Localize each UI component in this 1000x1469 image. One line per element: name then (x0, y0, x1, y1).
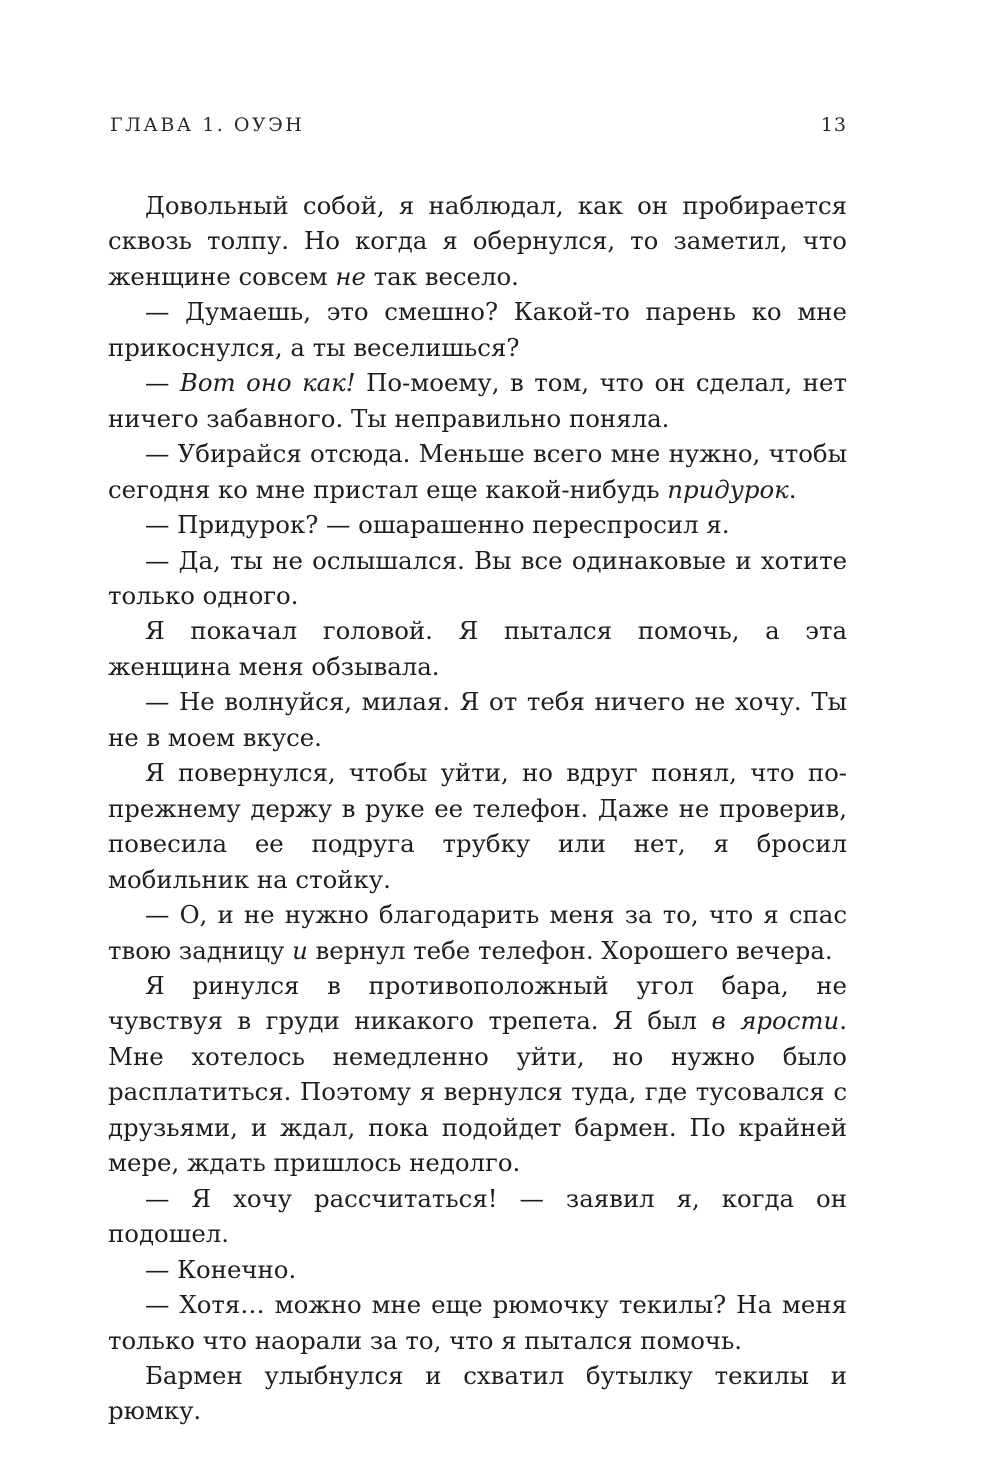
paragraph (108, 684, 847, 755)
paragraph (108, 968, 847, 1181)
emphasis-text: и (292, 935, 308, 965)
paragraph (108, 188, 847, 294)
paragraph (108, 897, 847, 968)
text-run: — (145, 368, 180, 398)
paragraph (108, 1181, 847, 1252)
paragraph (108, 365, 847, 436)
paragraph (108, 1252, 847, 1287)
chapter-title: ГЛАВА 1. ОУЭН (110, 114, 305, 136)
text-run: — Убирайся отсюда. Меньше всего мне нужно, чтобы сегодня ко мне пристал еще какой-нибудь (108, 439, 847, 504)
text-run: — Конечно. (145, 1254, 297, 1284)
text-run: так весело. (365, 261, 519, 291)
text-run: . (788, 474, 797, 504)
text-run: По-моему, в том, что он сделал, нет ничего забавного. Ты неправильно поняла. (108, 368, 847, 433)
paragraph (108, 755, 847, 897)
text-run: вернул тебе телефон. Хорошего вечера. (307, 935, 833, 965)
text-run: Я повернулся, чтобы уйти, но вдруг понял, что по-прежнему держу в руке ее телефон. Даже не проверив, повесила ее подруга трубку или нет, я бросил мобильник на стойку. (108, 758, 847, 894)
paragraph (108, 613, 847, 684)
emphasis-text: Вот оно как! (179, 368, 356, 398)
body-text (108, 188, 847, 1429)
emphasis-text: не (335, 261, 366, 291)
text-run: Довольный собой, я наблюдал, как он пробирается сквозь толпу. Но когда я обернулся, то заметил, что женщине совсем (108, 191, 847, 291)
text-run: — О, и не нужно благодарить меня за то, что я спас твою задницу (108, 900, 847, 965)
text-run: — Я хочу рассчитаться! — заявил я, когда он подошел. (108, 1183, 847, 1249)
text-run: — Придурок? — ошарашенно переспросил я. (145, 510, 730, 540)
text-run: — Думаешь, это смешно? Какой-то парень ко мне прикоснулся, а ты веселишься? (108, 297, 847, 362)
text-run: . Мне хотелось немедленно уйти, но нужно было расплатиться. Поэтому я вернулся туда, где тусовался с друзьями, и ждал, пока подойдет бармен. По крайней мере, ждать пришлось недолго. (108, 1006, 847, 1178)
paragraph (108, 294, 847, 365)
paragraph (108, 1287, 847, 1358)
paragraph (108, 436, 847, 507)
text-run: Я покачал головой. Я пытался помочь, а эта женщина меня обзывала. (108, 616, 847, 681)
paragraph (108, 1358, 847, 1429)
text-run: — Хотя… можно мне еще рюмочку текилы? На меня только что наорали за то, что я пытался помочь. (108, 1290, 847, 1355)
text-run: — Да, ты не ослышался. Вы все одинаковые и хотите только одного. (108, 545, 847, 610)
paragraph (108, 507, 847, 542)
text-run: Я ринулся в противоположный угол бара, не чувствуя в груди никакого трепета. Я был (108, 970, 847, 1036)
emphasis-text: в ярости (711, 1006, 840, 1036)
text-run: Бармен улыбнулся и схватил бутылку текилы и рюмку. (108, 1360, 847, 1426)
emphasis-text: придурок (667, 474, 789, 504)
paragraph (108, 543, 847, 614)
text-run: — Не волнуйся, милая. Я от тебя ничего не хочу. Ты не в моем вкусе. (108, 687, 847, 752)
page-number: 13 (820, 114, 847, 136)
